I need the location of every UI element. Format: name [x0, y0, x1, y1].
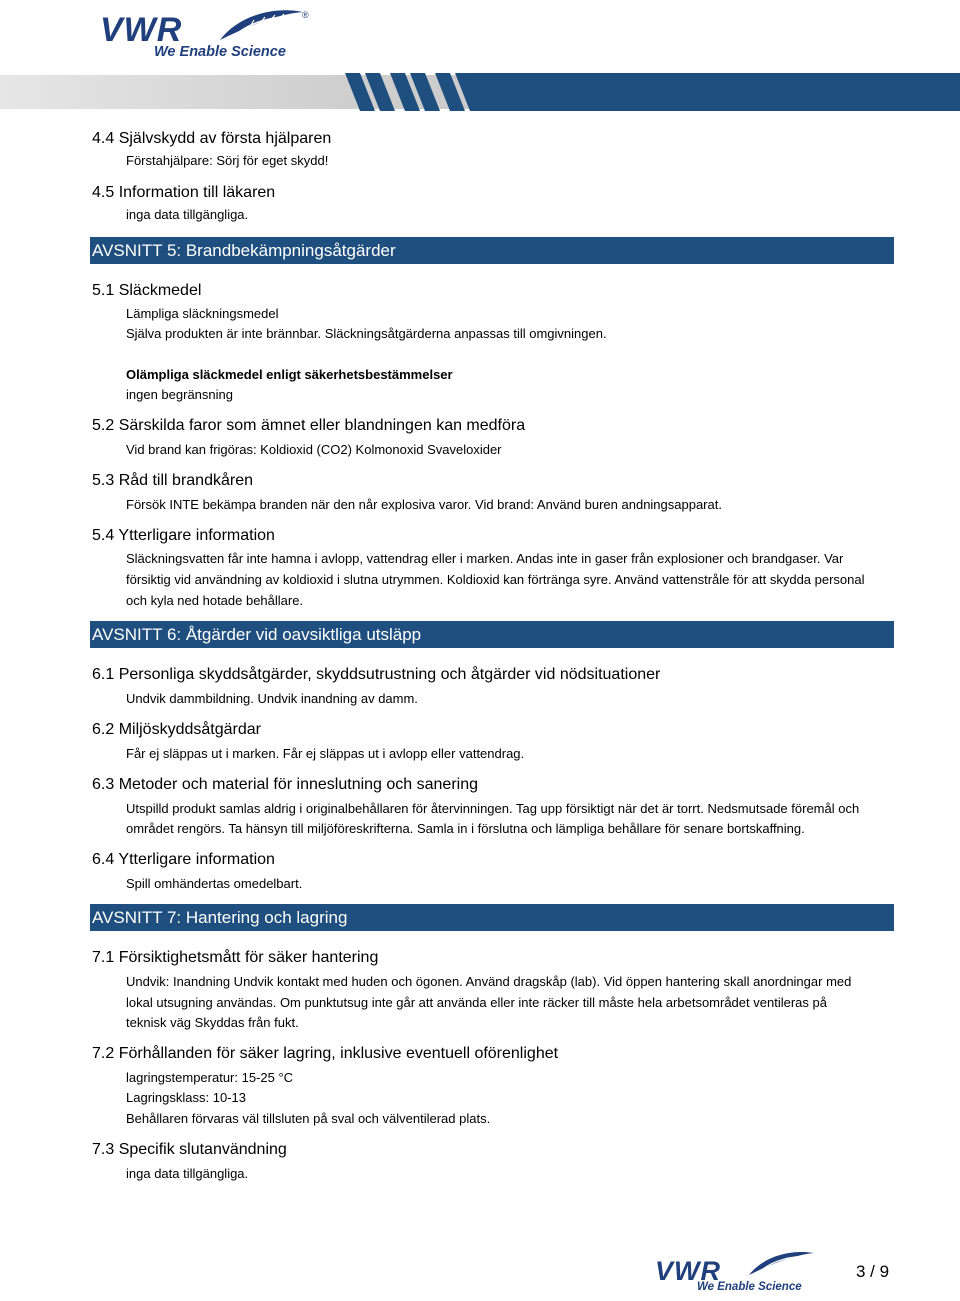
- section-7-3-title: 7.3 Specifik slutanvändning: [92, 1141, 287, 1158]
- leaf-swoosh-icon: [218, 8, 308, 44]
- section-7-2-line-1: lagringstemperatur: 15-25 °C: [126, 1070, 294, 1085]
- section-7-heading: AVSNITT 7: Hantering och lagring: [92, 908, 348, 927]
- section-6-3-line-1: Utspilld produkt samlas aldrig i originalbehållaren för återvinningen. Tag upp försiktigt när det är torrt. Nedsmutsade föremål och: [126, 801, 860, 816]
- footer-logo-wordmark: VWR: [655, 1256, 721, 1286]
- section-5-3-title: 5.3 Råd till brandkåren: [92, 472, 253, 489]
- section-7-2-line-3: Behållaren förvaras väl tillsluten på sval och välventilerad plats.: [126, 1111, 491, 1126]
- section-6-3-line-2: området rengörs. Ta hänsyn till miljöföreskrifterna. Samla in i förslutna och lämpliga behållare för senare bortskaffning.: [126, 821, 805, 836]
- footer-leaf-swoosh-icon: [747, 1250, 817, 1278]
- section-4-4-text: Förstahjälpare: Sörj för eget skydd!: [126, 153, 329, 168]
- section-5-4-title: 5.4 Ytterligare information: [92, 527, 275, 544]
- section-7-1-title: 7.1 Försiktighetsmått för säker hantering: [92, 949, 379, 966]
- section-5-2-title: 5.2 Särskilda faror som ämnet eller blandningen kan medföra: [92, 417, 526, 434]
- logo-wordmark: VWR: [100, 11, 183, 49]
- section-6-2-title: 6.2 Miljöskyddsåtgärdar: [92, 721, 261, 738]
- section-7-bar: [90, 904, 894, 931]
- section-7-1-line-1: Undvik: Inandning Undvik kontakt med huden och ögonen. Använd dragskåp (lab). Vid öppen hantering skall anordningar med: [126, 974, 852, 989]
- section-6-1-text: Undvik dammbildning. Undvik inandning av damm.: [126, 691, 418, 706]
- section-5-bar: [90, 237, 894, 264]
- section-5-4-line-1: Släckningsvatten får inte hamna i avlopp, vattendrag eller i marken. Andas inte in gaser från explosioner och brandgaser. Var: [126, 551, 844, 566]
- section-6-3-title: 6.3 Metoder och material för inneslutning och sanering: [92, 776, 478, 793]
- section-6-bar: [90, 621, 894, 648]
- section-5-1-unsuitable-label: Olämpliga släckmedel enligt säkerhetsbestämmelser: [126, 367, 453, 382]
- section-5-4-line-3: och kyla ned hotade behållare.: [126, 593, 304, 608]
- section-6-heading: AVSNITT 6: Åtgärder vid oavsiktliga utsläpp: [92, 625, 422, 644]
- footer-logo-tagline: We Enable Science: [697, 1281, 802, 1293]
- section-5-1-title: 5.1 Släckmedel: [92, 282, 202, 299]
- section-5-1-suitable-label: Lämpliga släckningsmedel: [126, 306, 279, 321]
- vwr-logo: [100, 8, 315, 63]
- registered-mark: ®: [302, 10, 309, 20]
- section-4-5-title: 4.5 Information till läkaren: [92, 184, 276, 201]
- section-7-2-title: 7.2 Förhållanden för säker lagring, inklusive eventuell oförenlighet: [92, 1045, 559, 1062]
- section-7-1-line-2: lokal utsugning användas. Om punktutsug inte går att använda eller inte räcker till måste hela arbetsområdet ventileras på: [126, 995, 827, 1010]
- section-5-2-text: Vid brand kan frigöras: Koldioxid (CO2) Kolmonoxid Svaveloxider: [126, 442, 502, 457]
- header-band: [0, 73, 960, 111]
- logo-tagline: We Enable Science: [154, 44, 286, 60]
- footer-vwr-logo: [655, 1250, 820, 1298]
- page-header: [0, 0, 960, 112]
- section-6-1-title: 6.1 Personliga skyddsåtgärder, skyddsutrustning och åtgärder vid nödsituationer: [92, 666, 661, 683]
- section-4-5-text: inga data tillgängliga.: [126, 207, 249, 222]
- section-7-3-text: inga data tillgängliga.: [126, 1166, 249, 1181]
- page-number: 3 / 9: [856, 1262, 890, 1281]
- section-7-2-line-2: Lagringsklass: 10-13: [126, 1090, 246, 1105]
- section-5-1-unsuitable-text: ingen begränsning: [126, 387, 233, 402]
- section-6-4-text: Spill omhändertas omedelbart.: [126, 876, 303, 891]
- section-6-4-title: 6.4 Ytterligare information: [92, 851, 275, 868]
- section-5-4-line-2: försiktig vid användning av koldioxid i slutna utrymmen. Koldioxid kan förtränga syre. Använd vattenstråle för att skydda personal: [126, 572, 865, 587]
- section-5-1-suitable-text: Själva produkten är inte brännbar. Släckningsåtgärderna anpassas till omgivningen.: [126, 326, 607, 341]
- section-4-4-title: 4.4 Självskydd av första hjälparen: [92, 130, 332, 147]
- section-5-3-text: Försök INTE bekämpa branden när den når explosiva varor. Vid brand: Använd buren andningsapparat.: [126, 497, 722, 512]
- section-6-2-text: Får ej släppas ut i marken. Får ej släppas ut i avlopp eller vattendrag.: [126, 746, 525, 761]
- section-7-1-line-3: teknisk väg Skyddas från fukt.: [126, 1015, 299, 1030]
- section-5-heading: AVSNITT 5: Brandbekämpningsåtgärder: [92, 241, 396, 260]
